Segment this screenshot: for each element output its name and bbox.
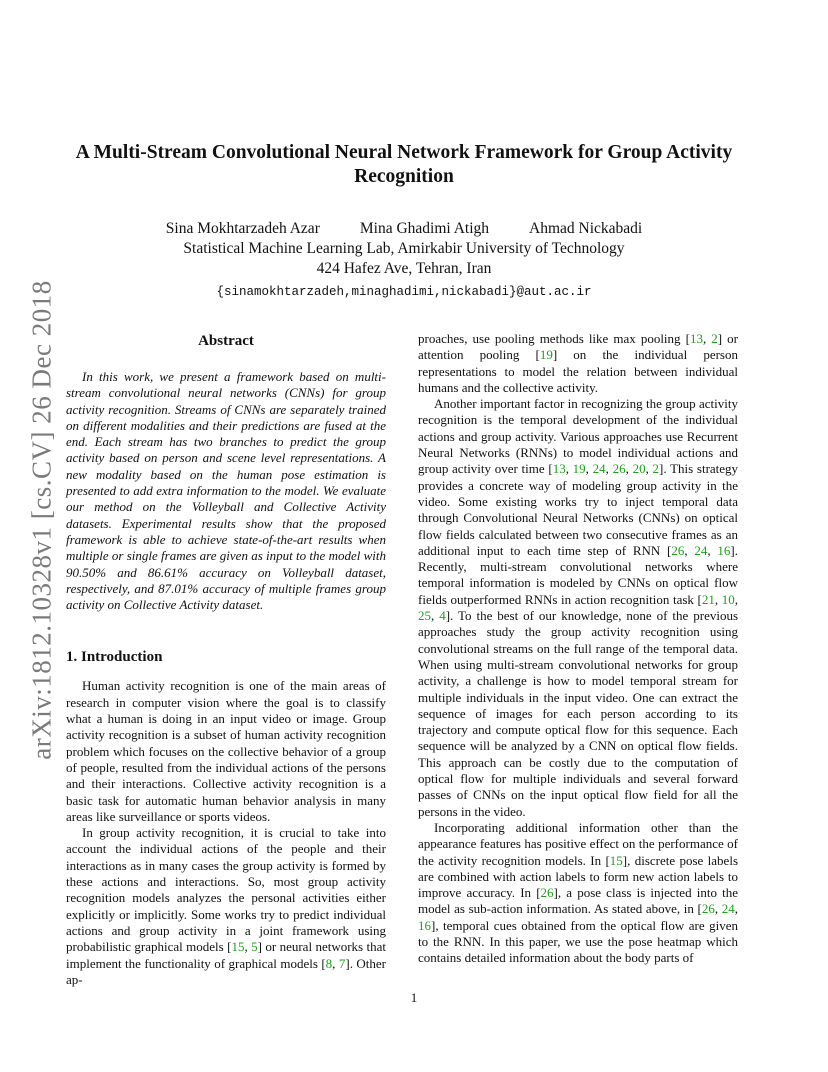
paragraph-text: ]. To the best of our knowledge, none of the previous approaches study the group activity recognition using convolutional streams on the full range of the temporal data. When using multi-stream convolutional networks for group activity, a challenge is how to model temporal stream for multiple individuals in the input video. One can extract the sequence of images for each person according to its trajectory and compute optical flow for this sequence. Each sequence will be analyzed by a CNN on optical flow fields. This approach can be costly due to the computation of optical flow for multiple individuals and several forward passes of CNNs on the input optical flow field for all the persons in the video.: [418, 608, 739, 819]
paragraph-text: ]. Recently, multi-stream convolutional networks where temporal information is modeled by CNNs on optical flow fields outperformed RNNs in action recognition task [: [418, 542, 738, 607]
intro-paragraph-2: [66, 825, 386, 988]
citation-link[interactable]: 19: [539, 347, 553, 363]
citation-link[interactable]: 2: [711, 331, 718, 346]
intro-paragraph-4: [418, 820, 738, 967]
right-column: [418, 331, 738, 967]
citation-link[interactable]: 25: [418, 608, 431, 624]
citation-link[interactable]: 26: [612, 461, 626, 477]
paragraph-text: ,: [734, 591, 738, 607]
intro-paragraph-1: Human activity recognition is one of the main areas of research in computer vision where the goal is to classify what a human is doing in an input video or image. Group activity recognition is a subset of human activity recognition problem which focuses on the collective behavior of a group of people, resulted from the individual actions of the persons and their interactions. Collective activity recognition is a basic task for automatic human behavior analysis in many areas like surveillance or sports videos.: [66, 678, 386, 824]
citation-link[interactable]: 13: [689, 331, 703, 346]
paragraph-text: ] or neural networks that implement the functionality of graphical models [: [66, 939, 387, 971]
abstract-heading: Abstract: [198, 333, 254, 349]
paragraph-text: ,: [585, 461, 593, 477]
address: 424 Hafez Ave, Tehran, Iran: [316, 260, 492, 277]
citation-link[interactable]: 4: [439, 608, 446, 624]
author-names: [70, 219, 738, 239]
citation-link[interactable]: 26: [671, 542, 685, 558]
paragraph-text: ,: [714, 901, 722, 917]
author-name: Mina Ghadimi Atigh: [359, 220, 490, 237]
affiliation: Statistical Machine Learning Lab, Amirkabir University of Technology: [183, 240, 625, 257]
author-name: Sina Mokhtarzadeh Azar: [165, 220, 320, 237]
citation-link[interactable]: 10: [721, 591, 735, 607]
section-heading-introduction: 1. Introduction: [66, 649, 163, 666]
paragraph-text: ,: [431, 608, 440, 624]
abstract-text: In this work, we present a framework based on multi-stream convolutional neural networks (CNNs) for group activity recognition. Streams of CNNs are separately trained on different modalities and their predictions are fused at the end. Each stream has two branches to predict the group activity based on person and scene level representations. A new modality based on the human pose estimation is presented to add extra information to the model. We evaluate our method on the Volleyball and Collective Activity datasets. Experimental results show that the proposed framework is able to achieve state-of-the-art results when multiple or single frames are given as input to the model with 90.50% and 86.61% accuracy on Volleyball dataset, respectively, and 87.01% accuracy of multiple frames group activity on Collective Activity dataset.: [66, 369, 386, 613]
paragraph-text: ] on the individual person representations to model the relation between individual humans and the collective activity.: [418, 347, 738, 395]
paragraph-text: ], discrete pose labels are combined with action labels to form new action labels to improve accuracy. In [: [418, 852, 738, 901]
paragraph-text: ,: [605, 461, 613, 477]
paragraph-text: ]. This strategy provides a concrete way of modeling group activity in the video. Some existing works try to inject temporal data through Convolutional Neural Networks (CNNs) on optical flow fields calculated between two consecutive frames as an additional input to each time step of RNN [: [418, 461, 739, 558]
citation-link[interactable]: 26: [540, 885, 554, 901]
page-number: 1: [410, 990, 418, 1005]
citation-link[interactable]: 16: [418, 917, 431, 933]
intro-paragraph-3: [418, 396, 738, 820]
arxiv-stamp: [22, 280, 62, 760]
paragraph-text: ,: [332, 955, 339, 971]
paragraph-text: ,: [702, 331, 712, 346]
paragraph-text: Another important factor in recognizing the group activity recognition is the temporal development of the individual actions and group activity. Various approaches use Recurrent Neural Networks (RNNs) to model individual actions and group activity over time [: [418, 396, 738, 477]
paragraph-text: ,: [645, 461, 653, 477]
citation-link[interactable]: 5: [251, 939, 258, 955]
paper-title: A Multi-Stream Convolutional Neural Network Framework for Group Activity Recognition: [75, 142, 733, 187]
paragraph-text: ,: [565, 461, 573, 477]
paragraph-text: Incorporating additional information other than the appearance features has positive effect on the performance of the activity recognition models. In [: [418, 819, 738, 868]
paragraph-text: ,: [714, 591, 722, 607]
citation-link[interactable]: 7: [338, 955, 346, 971]
citation-link[interactable]: 2: [652, 461, 660, 477]
paragraph-text: ] or attention pooling [: [418, 331, 739, 363]
citation-link[interactable]: 19: [572, 461, 586, 477]
citation-link[interactable]: 20: [632, 461, 646, 477]
citation-link[interactable]: 21: [701, 591, 715, 607]
citation-link[interactable]: 16: [717, 542, 731, 558]
paragraph-text: proaches, use pooling methods like max pooling [: [418, 331, 690, 346]
citation-link[interactable]: 15: [609, 852, 623, 868]
paragraph-text: In group activity recognition, it is crucial to take into account the individual actions of the people and their interactions as in many cases the group activity is formed by these actions and interactions. So, most group activity recognition models analyzes the personal activities either explicitly or implicitly. Some works try to predict individual actions and group activity in a joint framework using probabilistic graphical models [: [66, 825, 386, 955]
paragraph-text: ], a pose class is injected into the model as sub-action information. As stated above, in [: [418, 885, 738, 917]
author-name: Ahmad Nickabadi: [529, 220, 643, 237]
citation-link[interactable]: 26: [701, 901, 715, 917]
paragraph-text: ], temporal cues obtained from the optical flow are given to the RNN. In this paper, we use the pose heatmap which contains detailed information about the body parts of: [418, 917, 738, 966]
citation-link[interactable]: 24: [694, 542, 708, 558]
paragraph-text: ]. Other ap-: [66, 955, 387, 987]
arxiv-stamp-text: arXiv:1812.10328v1 [cs.CV] 26 Dec 2018: [26, 280, 57, 760]
left-column: [66, 331, 386, 988]
paragraph-text: ,: [244, 939, 252, 955]
paragraph-text: ,: [734, 901, 738, 917]
author-block: [70, 219, 738, 302]
paragraph-text: ,: [707, 542, 718, 558]
citation-link[interactable]: 8: [325, 955, 333, 971]
author-emails: {sinamokhtarzadeh,minaghadimi,nickabadi}@aut.ac.ir: [216, 285, 592, 299]
citation-link[interactable]: 24: [592, 461, 606, 477]
citation-link[interactable]: 24: [721, 901, 735, 917]
paragraph-text: ,: [625, 461, 633, 477]
paragraph-text: ,: [684, 542, 695, 558]
intro-paragraph-2-continued: [418, 331, 738, 396]
citation-link[interactable]: 13: [552, 461, 566, 477]
citation-link[interactable]: 15: [231, 939, 245, 955]
